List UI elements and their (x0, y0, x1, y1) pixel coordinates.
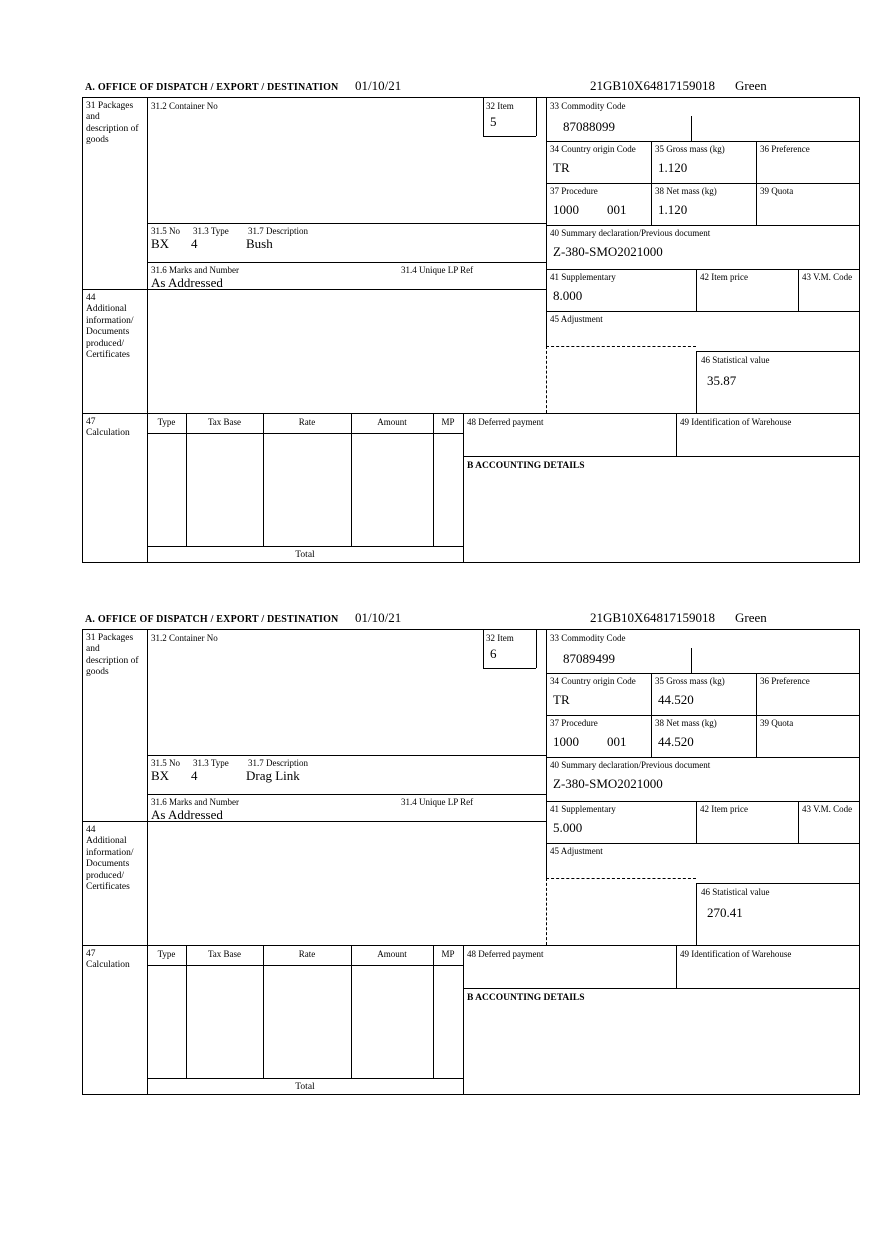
box41-label: 41 Supplementary (550, 272, 616, 282)
section-header (82, 78, 860, 97)
country-origin-value: TR (553, 692, 570, 707)
box32-left-border (483, 630, 484, 668)
box38-39-divider (756, 715, 757, 757)
net-mass-value: 44.520 (658, 734, 694, 749)
box48-label: 48 Deferred payment (467, 417, 544, 427)
box37-38-divider (651, 715, 652, 757)
box34-label: 34 Country origin Code (550, 676, 636, 686)
box48-label: 48 Deferred payment (467, 949, 544, 959)
box49-label: 49 Identification of Warehouse (680, 417, 792, 427)
box31-7-label: 31.7 Description (248, 226, 308, 236)
right-half-divider (546, 630, 547, 878)
box34-label: 34 Country origin Code (550, 144, 636, 154)
box31-5-label: 31.5 No (151, 226, 180, 236)
box45-label: 45 Adjustment (550, 846, 603, 856)
box42-43-divider (798, 801, 799, 843)
row37-top-divider (546, 715, 859, 716)
box31-2-label: 31.2 Container No (151, 633, 218, 643)
box45-top-divider (546, 843, 859, 844)
box31-6-label: 31.6 Marks and Number (151, 797, 239, 807)
box32-right-border (536, 98, 537, 136)
box31-4-label: 31.4 Unique LP Ref (401, 265, 474, 275)
row41-top-divider (546, 801, 859, 802)
box33-label: 33 Commodity Code (550, 633, 626, 643)
package-no-value: BX (151, 236, 170, 251)
box44-text: Additional information/ Documents produced/ Certificates (86, 836, 134, 892)
box33-label: 33 Commodity Code (550, 101, 626, 111)
box37-38-divider (651, 183, 652, 225)
package-no-value: BX (151, 768, 170, 783)
net-mass-value: 1.120 (658, 202, 688, 217)
box32-bottom-border (483, 136, 536, 137)
row34-top-divider (546, 141, 859, 142)
box35-36-divider (756, 141, 757, 183)
item-form (82, 97, 860, 563)
marks-value: As Addressed (151, 275, 223, 290)
right-half-divider-dashed (546, 878, 547, 945)
box42-label: 42 Item price (700, 272, 748, 282)
table-col4-divider (433, 413, 434, 546)
goods-description-value: Bush (246, 236, 273, 251)
box35-36-divider (756, 673, 757, 715)
box32-bottom-border (483, 668, 536, 669)
declaration-mrn: 21GB10X64817159018 (590, 610, 715, 625)
box34-35-divider (651, 141, 652, 183)
table-col3-divider (351, 413, 352, 546)
box36-label: 36 Preference (760, 144, 810, 154)
total-row-divider (147, 546, 463, 547)
box37-label: 37 Procedure (550, 186, 598, 196)
left-column-divider (147, 630, 148, 1094)
box47-text: Calculation (86, 960, 130, 971)
col-tax-base-header: Tax Base (207, 949, 242, 959)
statistical-value: 270.41 (707, 905, 743, 920)
routing-status: Green (735, 78, 767, 93)
box46-statistical-value (696, 883, 860, 945)
box48-bottom-divider (463, 988, 859, 989)
total-label: Total (295, 550, 315, 560)
routing-status: Green (735, 610, 767, 625)
box41-42-divider (696, 269, 697, 311)
box37-label: 37 Procedure (550, 718, 598, 728)
box39-label: 39 Quota (760, 718, 794, 728)
box46-label: 46 Statistical value (701, 887, 770, 897)
box45-bottom-dashed (546, 878, 696, 879)
packages-row-divider (147, 755, 546, 756)
item-form (82, 629, 860, 1095)
box31-2-label: 31.2 Container No (151, 101, 218, 111)
box46-label: 46 Statistical value (701, 355, 770, 365)
commodity-code-value: 87088099 (563, 119, 615, 134)
supplementary-units-value: 8.000 (553, 288, 583, 303)
box40-top-divider (546, 757, 859, 758)
procedure-code-value: 1000 (553, 734, 579, 749)
dispatch-date: 01/10/21 (355, 78, 402, 93)
box39-label: 39 Quota (760, 186, 794, 196)
declaration-item-section (82, 610, 860, 1095)
office-of-dispatch-label: A. OFFICE OF DISPATCH / EXPORT / DESTINATION (85, 614, 339, 625)
procedure-code-value: 1000 (553, 202, 579, 217)
box32-left-border (483, 98, 484, 136)
col-rate-header: Rate (298, 417, 316, 427)
table-col1-divider (186, 413, 187, 546)
col-rate-header: Rate (298, 949, 316, 959)
marks-row-divider (147, 794, 546, 795)
table-col3-divider (351, 945, 352, 1078)
box41-label: 41 Supplementary (550, 804, 616, 814)
commodity-code-tick (691, 116, 692, 141)
office-of-dispatch-label: A. OFFICE OF DISPATCH / EXPORT / DESTINATION (85, 82, 339, 93)
procedure-extra-value: 001 (607, 734, 627, 749)
table-col2-divider (263, 413, 264, 546)
box35-label: 35 Gross mass (kg) (655, 144, 725, 154)
col-mp-header: MP (441, 949, 455, 959)
marks-row-divider (147, 262, 546, 263)
accounting-details-label: B ACCOUNTING DETAILS (467, 993, 585, 1003)
col-mp-header: MP (441, 417, 455, 427)
country-origin-value: TR (553, 160, 570, 175)
commodity-code-value: 87089499 (563, 651, 615, 666)
commodity-code-tick (691, 648, 692, 673)
box38-label: 38 Net mass (kg) (655, 186, 717, 196)
packages-row-divider (147, 223, 546, 224)
box42-label: 42 Item price (700, 804, 748, 814)
declaration-mrn: 21GB10X64817159018 (590, 78, 715, 93)
col-amount-header: Amount (377, 949, 407, 959)
table-col2-divider (263, 945, 264, 1078)
table-right-border (463, 945, 464, 1094)
box44-number: 44 (86, 293, 96, 303)
box44-label (86, 825, 142, 893)
box44-number: 44 (86, 825, 96, 835)
box45-bottom-dashed (546, 346, 696, 347)
col-type-header: Type (157, 949, 176, 959)
table-header-divider (147, 965, 463, 966)
box38-39-divider (756, 183, 757, 225)
box47-number: 47 (86, 417, 96, 427)
box44-label (86, 293, 142, 361)
box45-label: 45 Adjustment (550, 314, 603, 324)
item-number-value: 5 (490, 114, 497, 129)
bottom-area-divider (83, 945, 859, 946)
box31-5-label: 31.5 No (151, 758, 180, 768)
box40-label: 40 Summary declaration/Previous document (550, 760, 711, 770)
previous-document-value: Z-380-SMO2021000 (553, 776, 663, 791)
box32-right-border (536, 630, 537, 668)
box46-statistical-value (696, 351, 860, 413)
row34-top-divider (546, 673, 859, 674)
item-number-value: 6 (490, 646, 497, 661)
box48-49-divider (676, 413, 677, 456)
row41-top-divider (546, 269, 859, 270)
goods-description-value: Drag Link (246, 768, 300, 783)
dispatch-date: 01/10/21 (355, 610, 402, 625)
box49-label: 49 Identification of Warehouse (680, 949, 792, 959)
col-amount-header: Amount (377, 417, 407, 427)
box34-35-divider (651, 673, 652, 715)
box40-label: 40 Summary declaration/Previous document (550, 228, 711, 238)
box40-top-divider (546, 225, 859, 226)
package-type-value: 4 (191, 768, 198, 783)
statistical-value: 35.87 (707, 373, 737, 388)
box43-label: 43 V.M. Code (802, 804, 853, 814)
box41-42-divider (696, 801, 697, 843)
declaration-item-section (82, 78, 860, 563)
table-header-divider (147, 433, 463, 434)
bottom-area-divider (83, 413, 859, 414)
box42-43-divider (798, 269, 799, 311)
section-header (82, 610, 860, 629)
left-column-divider (147, 98, 148, 562)
box45-top-divider (546, 311, 859, 312)
table-col1-divider (186, 945, 187, 1078)
box32-label: 32 Item (486, 633, 514, 643)
right-half-divider-dashed (546, 346, 547, 413)
total-label: Total (295, 1082, 315, 1092)
procedure-extra-value: 001 (607, 202, 627, 217)
box31-3-label: 31.3 Type (193, 226, 229, 236)
marks-value: As Addressed (151, 807, 223, 822)
supplementary-units-value: 5.000 (553, 820, 583, 835)
box31-6-label: 31.6 Marks and Number (151, 265, 239, 275)
box31-3-label: 31.3 Type (193, 758, 229, 768)
box44-text: Additional information/ Documents produced/ Certificates (86, 304, 134, 360)
row37-top-divider (546, 183, 859, 184)
box31-4-label: 31.4 Unique LP Ref (401, 797, 474, 807)
box43-label: 43 V.M. Code (802, 272, 853, 282)
table-col4-divider (433, 945, 434, 1078)
box31-label: 31 Packages and description of goods (86, 101, 139, 146)
box47-label (86, 949, 142, 972)
box38-label: 38 Net mass (kg) (655, 718, 717, 728)
accounting-details-label: B ACCOUNTING DETAILS (467, 461, 585, 471)
box47-number: 47 (86, 949, 96, 959)
box32-label: 32 Item (486, 101, 514, 111)
box48-49-divider (676, 945, 677, 988)
gross-mass-value: 1.120 (658, 160, 688, 175)
box31-label: 31 Packages and description of goods (86, 633, 139, 678)
package-type-value: 4 (191, 236, 198, 251)
right-half-divider (546, 98, 547, 346)
previous-document-value: Z-380-SMO2021000 (553, 244, 663, 259)
gross-mass-value: 44.520 (658, 692, 694, 707)
total-row-divider (147, 1078, 463, 1079)
box47-text: Calculation (86, 428, 130, 439)
col-type-header: Type (157, 417, 176, 427)
col-tax-base-header: Tax Base (207, 417, 242, 427)
box36-label: 36 Preference (760, 676, 810, 686)
box31-7-label: 31.7 Description (248, 758, 308, 768)
box35-label: 35 Gross mass (kg) (655, 676, 725, 686)
table-right-border (463, 413, 464, 562)
box47-label (86, 417, 142, 440)
box48-bottom-divider (463, 456, 859, 457)
